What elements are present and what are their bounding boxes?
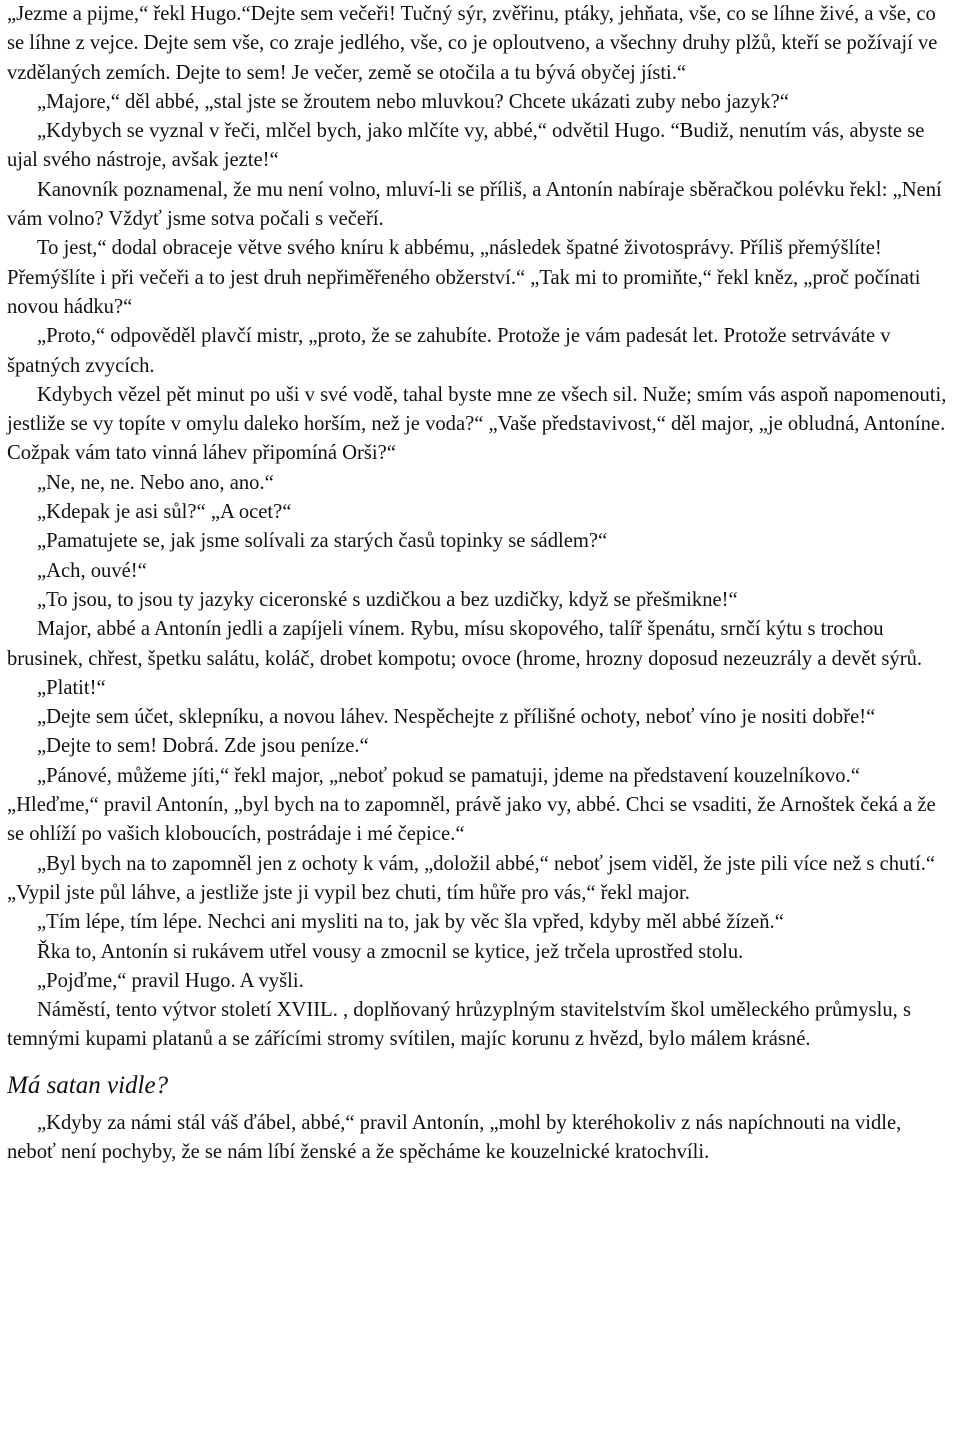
paragraph: To jest,“ dodal obraceje větve svého kníru k abbému, „následek špatné životosprávy. Příliš přemýšlíte! Přemýšlíte i při večeři a to jest druh nepřiměřeného obžerství.“ „Tak mi to promiňte,“ řekl kněz, „proč počínati novou hádku?“: [7, 237, 921, 318]
paragraph: „Platit!“: [37, 676, 106, 699]
paragraph: Major, abbé a Antonín jedli a zapíjeli vínem. Rybu, mísu skopového, talíř špenátu, srnčí kýtu s trochou brusinek, chřest, špetku salátu, koláč, drobet kompotu; ovoce (hrome, hrozny doposud nezeuzrály a devět sýrů.: [7, 618, 923, 670]
paragraph: „Proto,“ odpověděl plavčí mistr, „proto, že se zahubíte. Protože je vám padesát let. Protože setrváváte v špatných zvycích.: [7, 325, 891, 377]
paragraph: „Dejte to sem! Dobrá. Zde jsou peníze.“: [37, 735, 369, 758]
paragraph: „Kdyby za námi stál váš ďábel, abbé,“ pravil Antonín, „mohl by kteréhokoliv z nás napíchnouti na vidle, neboť není pochyby, že se nám líbí ženské a že spěcháme ke kouzelnické kratochvíli.: [7, 1111, 902, 1163]
paragraph: „Jezme a pijme,“ řekl Hugo.“Dejte sem večeři! Tučný sýr, zvěřinu, ptáky, jehňata, vše, co se líhne živé, a vše, co se líhne z vejce. Dejte sem vše, co zraje jedlého, vše, co je oploutveno, a všechny druhy plžů, kteří se požívají ve vzdělaných zemích. Dejte to sem! Je večer, země se otočila a tu bývá obyčej jísti.“: [7, 3, 938, 84]
document-page: [7, 0, 955, 1167]
paragraph: „Majore,“ děl abbé, „stal jste se žroutem nebo mluvkou? Chcete ukázati zuby nebo jazyk?“: [37, 90, 789, 113]
paragraph: „Pojďme,“ pravil Hugo. A vyšli.: [37, 969, 304, 992]
paragraph: „Tím lépe, tím lépe. Nechci ani mysliti na to, jak by věc šla vpřed, kdyby měl abbé žízeň.“: [37, 911, 784, 934]
paragraph: „Ach, ouvé!“: [37, 559, 147, 582]
paragraph: Řka to, Antonín si rukávem utřel vousy a zmocnil se kytice, jež trčela uprostřed stolu.: [37, 940, 744, 963]
section-heading: Má satan vidle?: [7, 1071, 169, 1099]
paragraph: Kanovník poznamenal, že mu není volno, mluví-li se příliš, a Antonín nabíraje sběračkou polévku řekl: „Není vám volno? Vždyť jsme sotva počali s večeří.: [7, 178, 942, 231]
paragraph: „Kdybych se vyznal v řeči, mlčel bych, jako mlčíte vy, abbé,“ odvětil Hugo. “Budiž, nenutím vás, abyste se ujal svého nástroje, avšak jezte!“: [7, 120, 925, 172]
paragraph: „Byl bych na to zapomněl jen z ochoty k vám, „doložil abbé,“ neboť jsem viděl, že jste pili více než s chutí.“ „Vypil jste půl láhve, a jestliže jste ji vypil bez chuti, tím hůře pro vás,“ řekl major.: [7, 852, 936, 904]
paragraph: „To jsou, to jsou ty jazyky ciceronské s uzdičkou a bez uzdičky, když se přešmikne!“: [37, 588, 738, 611]
paragraph: „Pánové, můžeme jíti,“ řekl major, „neboť pokud se pamatuji, jdeme na představení kouzelníkovo.“ „Hleďme,“ pravil Antonín, „byl bych na to zapomněl, právě jako vy, abbé. Chci se vsaditi, že Arnoštek čeká a že se ohlíží po vašich kloboucích, postrádaje i mé čepice.“: [7, 764, 936, 846]
text-section-2: [7, 1106, 955, 1168]
paragraph: Kdybych vězel pět minut po uši v své vodě, tahal byste mne ze všech sil. Nuže; smím vás aspoň napomenouti, jestliže se vy topíte v omylu daleko horším, než je voda?“ „Vaše představivost,“ děl major, „je obludná, Antoníne. Cožpak vám tato vinná láhev připomíná Orši?“: [7, 383, 947, 465]
paragraph: Náměstí, tento výtvor století XVIIL. , doplňovaný hrůzyplným stavitelstvím škol uměleckého průmyslu, s temnými kupami platanů a se zářícími stromy svítilen, majíc korunu z hvězd, bylo málem krásné.: [7, 999, 911, 1051]
text-section: [7, 0, 955, 1055]
paragraph: „Dejte sem účet, sklepníku, a novou láhev. Nespěchejte z přílišné ochoty, neboť víno je nositi dobře!“: [37, 706, 876, 729]
paragraph: „Kdepak je asi sůl?“ „A ocet?“: [37, 501, 292, 524]
paragraph: „Pamatujete se, jak jsme solívali za starých časů topinky se sádlem?“: [37, 530, 608, 553]
paragraph: „Ne, ne, ne. Nebo ano, ano.“: [37, 471, 274, 494]
